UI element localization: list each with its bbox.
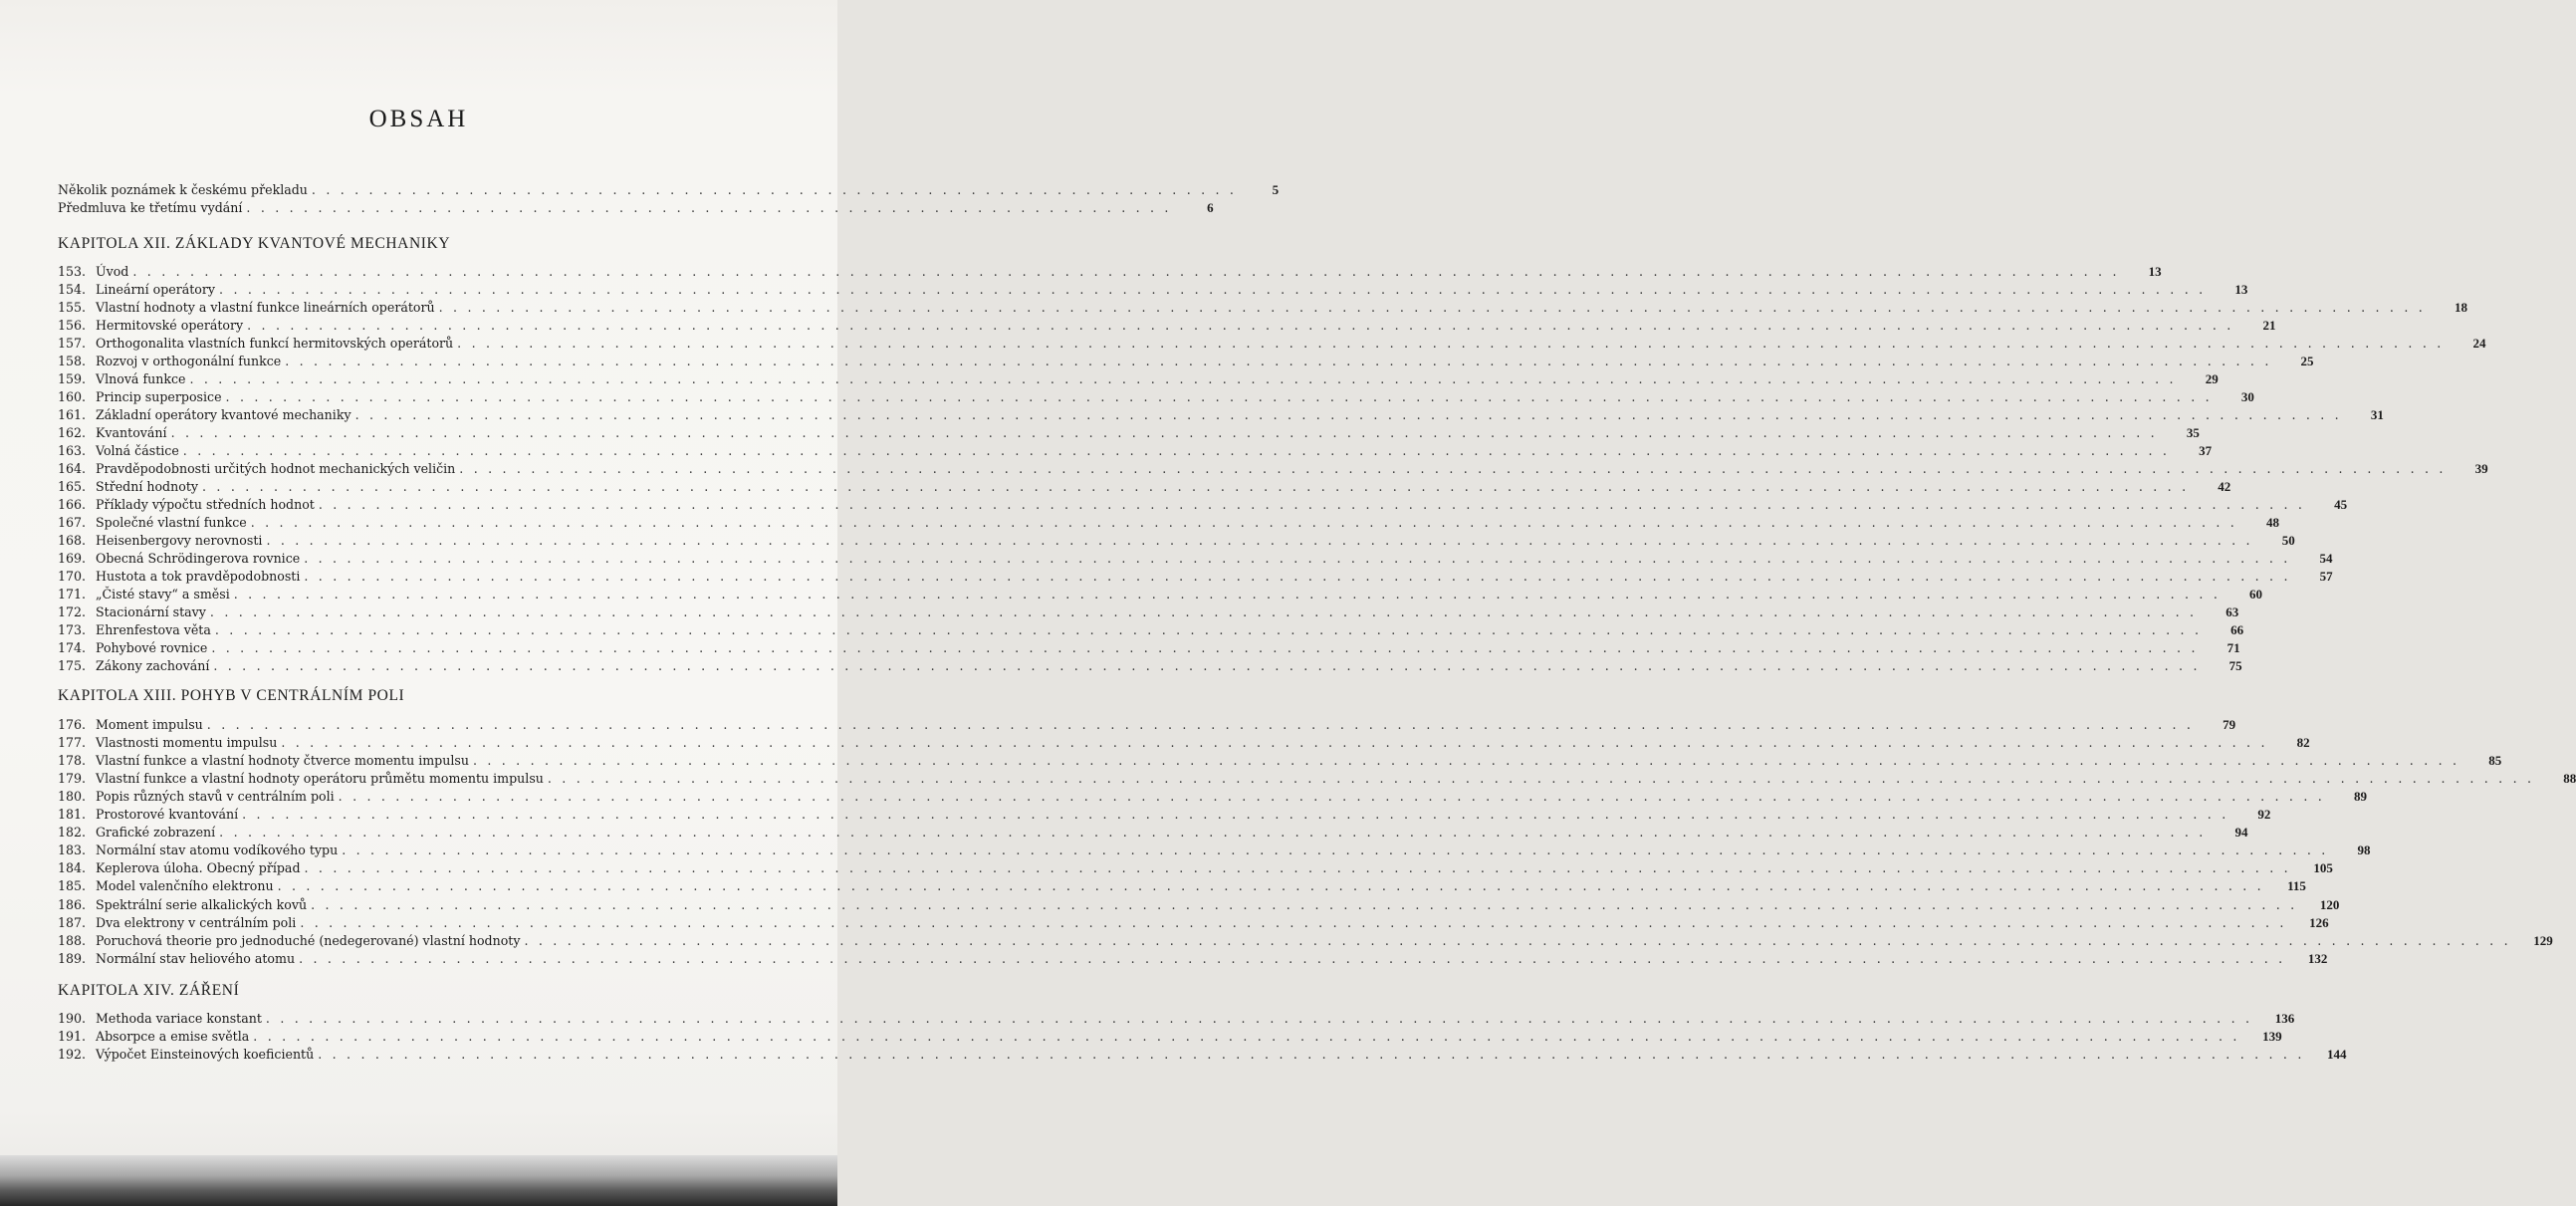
entry-title: Vlastnosti momentu impulsu: [96, 735, 278, 751]
entry-number: 179.: [58, 771, 87, 787]
dot-leader: . . . . . . . . . . . . . . . . . . . . . . . . . . . . . . . . . . . . . . . . . . . . . . . . . . . . . . . . . . . . . . . . . . . . . . . . . . . . . . . . . . . . . . . . . . . . . . . . . . . . . . . . . . . . . . . . . . . . . . . . . . . . . . . . . . . . . . . . . . .: [304, 551, 2291, 566]
entry-title: Dva elektrony v centrálním poli: [96, 914, 297, 930]
entry-number: 176.: [58, 717, 87, 732]
entry-page-number: 25: [2300, 354, 2314, 368]
toc-entry: [58, 299, 2467, 317]
entry-title: Rozvoj v orthogonální funkce: [96, 354, 282, 368]
entry-title: Několik poznámek k českému překladu: [58, 182, 308, 197]
entry-number: 188.: [58, 932, 87, 948]
entry-number: 186.: [58, 896, 87, 912]
entry-number: 158.: [58, 354, 87, 368]
dot-leader: . . . . . . . . . . . . . . . . . . . . . . . . . . . . . . . . . . . . . . . . . . . . . . . . . . . . . . . . . . . . . . . . . . . . . . . . . . . . . . . . . . . . . . . . . . . . . . . . . . . . . . . . . . . . . . . . . . . . . . . . . . . . . . . . . . . . . . . . . . .: [299, 950, 2286, 966]
entry-page-number: 136: [2274, 1011, 2295, 1026]
entry-number: 160.: [58, 389, 87, 404]
dot-leader: . . . . . . . . . . . . . . . . . . . . . . . . . . . . . . . . . . . . . . . . . . . . . . . . . . . . . . . . . . . . . . . . . . . . . . . . . . . . . . . . . . . . . . . . . . . . . . . . . . . . . . . . . . . . . . . . . . . . . . . . . . . . . . . . . . . . . . . . . . .: [253, 1029, 2240, 1044]
toc-entry: [58, 1046, 2347, 1064]
toc-entry: [58, 317, 2276, 335]
entry-page-number: 89: [2353, 789, 2367, 805]
entry-page-number: 39: [2474, 461, 2488, 476]
toc-entry: [58, 550, 2333, 568]
entry-page-number: 85: [2488, 753, 2502, 769]
entry-page-number: 24: [2472, 336, 2486, 351]
entry-number: 166.: [58, 497, 87, 512]
entry-number: 169.: [58, 551, 87, 566]
toc-entry: [58, 896, 2340, 914]
entry-title: Vlastní funkce a vlastní hodnoty čtverce momentu impulsu: [96, 753, 469, 769]
entry-page-number: 21: [2262, 318, 2276, 333]
entry-page-number: 120: [2319, 896, 2340, 912]
entry-title: Grafické zobrazení: [96, 825, 216, 841]
dot-leader: . . . . . . . . . . . . . . . . . . . . . . . . . . . . . . . . . . . . . . . . . . . . . . . . . . . . . . . . . . . . . . . . . . . . . . . . . . . . . . . . . . . . . . . . . . . . . . . . . . . . . . . . . . . . . . . . . . . . . . . . . . . . . . . . . . . . . . . . . . .: [318, 497, 2306, 512]
entry-page-number: 50: [2281, 533, 2295, 548]
dot-leader: . . . . . . . . . . . . . . . . . . . . . . . . . . . . . . . . . . . . . . . . . . . . . . . . . . . . . . . . . . . . . . . . . . . . . . . . . . . . . . . . . . . . . . . . . . . . . . . . . . . . . . . . . . . . . . . . . . . . . . . . . . . . . . . . . . . . . . . . . . .: [233, 587, 2222, 602]
entry-title: Vlastní funkce a vlastní hodnoty operátoru průmětu momentu impulsu: [96, 771, 544, 787]
entry-title: Keplerova úloha. Obecný případ: [96, 860, 301, 876]
entry-title: Model valenčního elektronu: [96, 878, 274, 894]
scan-edge-shadow: [0, 1155, 837, 1206]
toc-entry: [58, 199, 1214, 217]
dot-leader: . . . . . . . . . . . . . . . . . . . . . . . . . . . . . . . . . . . . . . . . . . . . . . . . . . . . . . . . . . . . . . . . . . . . . . . . . . . . . . . . . . . . . . . . . . . . . . . . . . . . . . . . . . . . . . . . . . . . . . . . . . . . . . . . . . . . . . . . . . .: [219, 282, 2207, 297]
toc-entry: [58, 716, 2236, 734]
dot-leader: . . . . . . . . . . . . . . . . . . . . . . . . . . . . . . . . . . . . . . . . . . . . . . . . . . . . . . . . . . . . . . . . . . . . . . . . . . . . . . . . . . . . . . . . . . . . . . . . . . . . . . . . . . . . . . . . . . . . . . . . . . . . . . . . . . . . . . . . . . .: [214, 622, 2203, 637]
entry-title: Absorpce a emise světla: [96, 1029, 250, 1044]
entry-page-number: 60: [2249, 587, 2263, 602]
entry-number: 165.: [58, 479, 87, 494]
entry-page-number: 92: [2257, 807, 2271, 823]
toc-entry: [58, 932, 2553, 950]
dot-leader: . . . . . . . . . . . . . . . . . . . . . . . . . . . . . . . . . . . . . . . . . . . . . . . . . . . . . . . . . . . . . . . . . . . . . . . . . . . . . . . . . . . . . . . . . . . . . . . . . . . . . . . . . . . . . . . . . . . . . . . . . . . . . . . . . . . . . . . . . . .: [281, 735, 2268, 751]
entry-page-number: 29: [2205, 371, 2219, 386]
entry-title: Ehrenfestova věta: [96, 622, 211, 637]
entry-title: Pravděpodobnosti určitých hodnot mechanických veličin: [96, 461, 456, 476]
entry-number: 180.: [58, 789, 87, 805]
toc-entry: [58, 370, 2219, 388]
entry-number: 177.: [58, 735, 87, 751]
toc-entry: [58, 424, 2200, 442]
entry-page-number: 82: [2296, 735, 2310, 751]
dot-leader: . . . . . . . . . . . . . . . . . . . . . . . . . . . . . . . . . . . . . . . . . . . . . . . . . . . . . . . . . . . . . . . . . . . . . . . . . . . . . . . . . . . . . . . . . . . . . . . . . . . . . . . . . . . . . . . . . . . . . . . . . . . . . . . . . . . . . . . . . . .: [211, 640, 2199, 655]
entry-page-number: 71: [2226, 640, 2240, 655]
dot-leader: . . . . . . . . . . . . . . . . . . . . . . . . . . . . . . . . . . . . . . . . . . . . . . . . . . . . . . . . . . . . . . . . . . . . . . . . . . . . . . . . . . . . . . . . . . . . . . . . . . . . . . . . . . . . . . . . . . . . . . . . . . . . . . . . . . . . . . . . . . .: [311, 896, 2298, 912]
entry-title: Předmluva ke třetímu vydání: [58, 200, 243, 215]
entry-page-number: 31: [2370, 407, 2384, 422]
entry-page-number: 66: [2230, 622, 2244, 637]
entry-number: 159.: [58, 371, 87, 386]
toc-entry: [58, 406, 2384, 424]
dot-leader: . . . . . . . . . . . . . . . . . . . . . . . . . . . . . . . . . . . . . . . . . . . . . . . . . . . . . . . . . . . . . . . . . . . . . . . . . . . . . . . . . . . . . . . . . . . . . . . . . . . . . . . . . . . . . . . . . . . . . . . . . . . . . . . . . . . . . . . . . . .: [170, 425, 2158, 440]
entry-number: 163.: [58, 443, 87, 458]
entry-title: Vlastní hodnoty a vlastní funkce lineárních operátorů: [96, 300, 435, 315]
entry-page-number: 45: [2334, 497, 2348, 512]
toc-entry: [58, 263, 2162, 281]
entry-page-number: 30: [2240, 389, 2254, 404]
entry-number: 182.: [58, 825, 87, 841]
entry-page-number: 129: [2533, 932, 2553, 948]
entry-number: 175.: [58, 658, 87, 673]
chapter-heading: KAPITOLA XIV. ZÁŘENÍ: [58, 982, 240, 999]
dot-leader: . . . . . . . . . . . . . . . . . . . . . . . . . . . . . . . . . . . . . . . . . . . . . . . . . . . . . . . . . . . . . . . . . . . . . . . . . . . . . . . . . . . . . . . . . . . . . . . . . . . . . . . . . . . . . . . . . . . . . . . . . . . . . . . . . . . . . . . . . . .: [189, 371, 2177, 386]
dot-leader: . . . . . . . . . . . . . . . . . . . . . . . . . . . . . . . . . . . . . . . . . . . . . . . . . . . . . . . . . . . . . . . . . . . . . . . . . . . . . . . . . . . . . . . . . . . . . . . . . . . . . . . . . . . . . . . . . . . . . . . . . . . . . . . . . . . . . . . . . . .: [285, 354, 2272, 368]
toc-entry: [58, 181, 1280, 199]
toc-entry: [58, 514, 2280, 532]
entry-title: Moment impulsu: [96, 717, 203, 732]
entry-title: Výpočet Einsteinových koeficientů: [96, 1047, 315, 1062]
dot-leader: . . . . . . . . . . . . . . . . . . . . . . . . . . . . . . . . . . . . . . . . . . . . . . . . . . . . . . . . . . . . . . . . . . . . . . . . . . . . . . . . . . . . . . . . . . . . . . . . . . . . . . . . . . . . . . . . . . . . . . . . . . . . . . . . . . . . . . . . . . .: [318, 1047, 2305, 1062]
dot-leader: . . . . . . . . . . . . . . . . . . . . . . . . . . . . . . . . . . . . . . . . . . . . . . . . . . . . . . . . . . . . . . . . . . . . . . . . . . . . . . . . . . . . . . . . . . . . . . . . . . . . . . . . . . . . . . . . . . . . . . . . . . . . . . . . . . . . . . . . . . .: [265, 1011, 2253, 1026]
entry-page-number: 48: [2266, 515, 2280, 530]
entry-title: Methoda variace konstant: [96, 1011, 262, 1026]
dot-leader: . . . . . . . . . . . . . . . . . . . . . . . . . . . . . . . . . . . . . . . . . . . . . . . . . . . . . . . . . . . . . . . . . . . . . . . . . . . . . . . . . . . . . . . . . . . . . . . . . . . . . . . . . . . . . . . . . . . . . . . . . . . . . . . . . . . . . . . . . . .: [242, 807, 2229, 823]
entry-number: 183.: [58, 843, 87, 858]
dot-leader: . . . . . . . . . . . . . . . . . . . . . . . . . . . . . . . . . . . . . . . . . . . . . . . . . . . . . . . . . . . . . . . . . . . . . . . . . . . . . . . . . . . . . . . . . . . . . . . . . . . . . . . . . . . . . . . . . . . . . . . . . . . . . . . . . . . . . . . . . . .: [213, 658, 2201, 673]
entry-number: 167.: [58, 515, 87, 530]
entry-number: 181.: [58, 807, 87, 823]
entry-number: 185.: [58, 878, 87, 894]
toc-entry: [58, 568, 2333, 586]
toc-entry: [58, 442, 2213, 460]
dot-leader: . . . . . . . . . . . . . . . . . . . . . . . . . . . . . . . . . . . . . . . . . . . . . . . . . . . . . . . . . . . . . . . . . . . . . . . . . . . . . . . . . . . . . . . . . . . . . . . . . . . . . . . . . . . . . . . . . . . . . . . . . . . . . . . . . . . . . . . . . . .: [547, 771, 2535, 787]
dot-leader: . . . . . . . . . . . . . . . . . . . . . . . . . . . . . . . . . . . . . . . . . . . . . . . . . . . . . . . . . . . . . . . . . . . . . . . . . . . . . . . . . . . . . . . . . . . . . . . . . . . . . . . . . . . . . . . . . . . . . . . . . . . . . . . . . . . . . . . . . . .: [225, 389, 2213, 404]
entry-number: 178.: [58, 753, 87, 769]
entry-number: 170.: [58, 569, 87, 584]
entry-page-number: 6: [1207, 200, 1214, 215]
toc-entry: [58, 788, 2367, 806]
entry-title: Hustota a tok pravděpodobnosti: [96, 569, 301, 584]
entry-number: 153.: [58, 264, 87, 279]
entry-page-number: 37: [2199, 443, 2213, 458]
toc-entry: [58, 842, 2371, 859]
entry-title: Pohybové rovnice: [96, 640, 208, 655]
dot-leader: . . . . . . . . . . . . . . . . . . . . . . . . . . . . . . . . . . . . . . . . . . . . . . . . . . . . . . . . . . . . . . . . . . . . . . . . . . . . . . . . . . . . . . . . . . . . . . . . . . . . . . . . . . . . . . . . . . . . . . . . . . . . . . . . . . . . . . . . . . .: [338, 789, 2325, 805]
dot-leader: . . . . . . . . . . . . . . . . . . . . . . . . . . . . . . . . . . . . . . . . . . . . . . . . . . . . . . . . . . . . . . . . . . . . . . . . . . . . . . . . . . . . . . . . . . . . . . . . . . . . . . . . . . . . . . . . . . . . . . . . . . . . . . . . . . . . . . . . . . .: [250, 515, 2238, 530]
entry-page-number: 88: [2563, 771, 2576, 787]
toc-entry: [58, 603, 2239, 621]
entry-title: Volná částice: [96, 443, 179, 458]
entry-page-number: 42: [2218, 479, 2231, 494]
entry-number: 191.: [58, 1029, 87, 1044]
toc-entry: [58, 806, 2271, 824]
entry-number: 171.: [58, 587, 87, 602]
chapter-heading: KAPITOLA XIII. POHYB V CENTRÁLNÍM POLI: [58, 687, 405, 704]
entry-title: Příklady výpočtu středních hodnot: [96, 497, 315, 512]
entry-title: Poruchová theorie pro jednoduché (nedegerované) vlastní hodnoty: [96, 932, 521, 948]
entry-title: Spektrální serie alkalických kovů: [96, 896, 308, 912]
entry-page-number: 132: [2307, 950, 2328, 966]
toc-entry: [58, 388, 2254, 406]
entry-page-number: 115: [2287, 878, 2306, 894]
entry-title: Heisenbergovy nerovnosti: [96, 533, 263, 548]
entry-title: Popis různých stavů v centrálním poli: [96, 789, 335, 805]
toc-entry: [58, 752, 2502, 770]
entry-number: 162.: [58, 425, 87, 440]
entry-title: Stacionární stavy: [96, 604, 206, 619]
dot-leader: . . . . . . . . . . . . . . . . . . . . . . . . . . . . . . . . . . . . . . . . . . . . . . . . . . . . . . . . . . . . . . . . . . . . . . . . . . . . . . . . . . . . . . . . . . . . . . . . . . . . . . . . . . . . . . . . . . . . . . . . . . . . . . . . . . . . . . . . . . .: [277, 878, 2264, 894]
entry-title: Střední hodnoty: [96, 479, 198, 494]
dot-leader: . . . . . . . . . . . . . . . . . . . . . . . . . . . . . . . . . . . . . . . . . . . . . . . . . . . . . . . . . . . . . . . . . . . . . . . . . . . . . . . . . . . . . . . . . . . . . . . . . . . . . . . . . . . . . . . . . . . . . . . . . . . . . . . . . . . . . . . . . . .: [304, 569, 2291, 584]
toc-entry: [58, 586, 2263, 603]
toc-entry: [58, 1010, 2295, 1028]
toc-entry: [58, 824, 2248, 842]
toc-entry: [58, 621, 2244, 639]
entry-title: Zákony zachování: [96, 658, 210, 673]
dot-leader: . . . . . . . . . . . . . . . . . . . . . . . . . . . . . . . . . . . . . . . . . . . . . . . . . . . . . . . . . . . . . . . . . . . . . . . . . . . . . . . . . . . . . . . . . . . . . . . . . . . . . . . . . . . . . . . . . . . . . . . . . . . . . . . . . . . . . . . . . . .: [342, 843, 2329, 858]
entry-page-number: 79: [2223, 717, 2236, 732]
entry-title: Společné vlastní funkce: [96, 515, 247, 530]
entry-page-number: 139: [2262, 1029, 2282, 1044]
toc-entry: [58, 532, 2295, 550]
toc-entry: [58, 478, 2231, 496]
entry-title: Prostorové kvantování: [96, 807, 239, 823]
dot-leader: . . . . . . . . . . . . . . . . . . . . . . . . . . . . . . . . . . . . . . . . . . . . . . . . . . . . . . . . . . . . . . . . . . . . . . . . . . . . . . . . . . . . . . . . . . . . . . . . . . . . . . . . . . . . . . . . . . . . . . . . . . . . . . . . . . . . . . . . . . .: [132, 264, 2120, 279]
chapter-heading: KAPITOLA XII. ZÁKLADY KVANTOVÉ MECHANIKY: [58, 235, 451, 252]
toc-entry: [58, 950, 2328, 968]
toc-entry: [58, 281, 2248, 299]
toc-entry: [58, 496, 2348, 514]
entry-page-number: 98: [2357, 843, 2371, 858]
entry-page-number: 63: [2225, 604, 2239, 619]
dot-leader: . . . . . . . . . . . . . . . . . . . . . . . . . . . . . . . . . . . . . . . . . . . . . . . . . . . . . . . . . . . . . . . . . . . . . . . . . . . . . . . . . . . . . . . . . . . . . . . . . . . . . . . . . . . . . . . . . . . . . . . . . . . . . . . . . . . . . . . . . . .: [182, 443, 2171, 458]
toc-entry: [58, 335, 2486, 353]
entry-number: 157.: [58, 336, 87, 351]
entry-number: 172.: [58, 604, 87, 619]
entry-page-number: 57: [2319, 569, 2333, 584]
dot-leader: . . . . . . . . . . . . . . . . . . . . . . . . . . . . . . . . . . . . . . . . . . . . . . . . . . . . . . . . . . . . . . . . .: [311, 182, 1238, 197]
entry-number: 173.: [58, 622, 87, 637]
toc-entry: [58, 914, 2329, 932]
entry-title: Kvantování: [96, 425, 167, 440]
dot-leader: . . . . . . . . . . . . . . . . . . . . . . . . . . . . . . . . . . . . . . . . . . . . . . . . . . . . . . . . . . . . . . . . . . . . . . . . . . . . . . . . . . . . . . . . . . . . . . . . . . . . . . . . . . . . . . . . . . . . . . . . . . . . . . . . . . . . . . . . . . .: [354, 407, 2342, 422]
entry-page-number: 105: [2313, 860, 2333, 876]
entry-page-number: 35: [2186, 425, 2200, 440]
dot-leader: . . . . . . . . . . . . . . . . . . . . . . . . . . . . . . . . . . . . . . . . . . . . . . . . . . . . . . . . . . . . . . . . . . . . . . . . . . . . . . . . . . . . . . . . . . . . . . . . . . . . . . . . . . . . . . . . . . . . . . . . . . . . . . . . . . . . . . . . . . .: [219, 825, 2207, 841]
entry-page-number: 13: [2234, 282, 2248, 297]
entry-title: Princip superposice: [96, 389, 222, 404]
entry-page-number: 94: [2234, 825, 2248, 841]
entry-number: 189.: [58, 950, 87, 966]
entry-number: 161.: [58, 407, 87, 422]
toc-entry: [58, 770, 2576, 788]
dot-leader: . . . . . . . . . . . . . . . . . . . . . . . . . . . . . . . . . . . . . . . . . . . . . . . . . . . . . . . . . . . . . . . . . . . . . . . . . . . . . . . . . . . . . . . . . . . . . . . . . . . . . . . . . . . . . . . . . . . . . . . . . . . . . . . . . . . . . . . . . . .: [206, 717, 2195, 732]
entry-number: 168.: [58, 533, 87, 548]
entry-number: 190.: [58, 1011, 87, 1026]
toc-entry: [58, 1028, 2282, 1046]
toc-entry: [58, 657, 2242, 675]
dot-leader: . . . . . . . . . . . . . . . . . . . . . . . . . . . . . . . . . . . . . . . . . . . . . . . . . . . . . . . . . . . . . . . . . . . . . . . . . . . . . . . . . . . . . . . . . . . . . . . . . . . . . . . . . . . . . . . . . . . . . . . . . . . . . . . . . . . . . . . . . . .: [209, 604, 2198, 619]
dot-leader: . . . . . . . . . . . . . . . . . . . . . . . . . . . . . . . . . . . . . . . . . . . . . . . . . . . . . . . . . . . . . . . . . . . . . . . . . . . . . . . . . . . . . . . . . . . . . . . . . . . . . . . . . . . . . . . . . . . . . . . . . . . . . . . . . . . . . . . . . . .: [247, 318, 2234, 333]
entry-number: 192.: [58, 1047, 87, 1062]
dot-leader: . . . . . . . . . . . . . . . . . . . . . . . . . . . . . . . . . . . . . . . . . . . . . . . . . . . . . . . . . . . . . . . . . . . . . . . . . . . . . . . . . . . . . . . . . . . . . . . . . . . . . . . . . . . . . . . . . . . . . . . . . . . . . . . . . . . . . . . . . . .: [459, 461, 2447, 476]
entry-page-number: 18: [2454, 300, 2467, 315]
entry-title: Normální stav heliového atomu: [96, 950, 296, 966]
entry-page-number: 54: [2319, 551, 2333, 566]
entry-title: Hermitovské operátory: [96, 318, 244, 333]
entry-title: Vlnová funkce: [96, 371, 186, 386]
toc-entry: [58, 460, 2488, 478]
entry-page-number: 13: [2148, 264, 2162, 279]
toc-entry: [58, 353, 2314, 370]
entry-page-number: 5: [1272, 182, 1280, 197]
dot-leader: . . . . . . . . . . . . . . . . . . . . . . . . . . . . . . . . . . . . . . . . . . . . . . . . . . . . . . . . . . . . . . . . . . . . . . . . . . . . . . . . . . . . . . . . . . . . . . . . . . . . . . . . . . . . . . . . . . . . . . . . . . . . . . . . . . . . . . . . . . .: [300, 914, 2287, 930]
entry-title: Normální stav atomu vodíkového typu: [96, 843, 339, 858]
entry-number: 174.: [58, 640, 87, 655]
entry-page-number: 126: [2309, 914, 2329, 930]
entry-title: Základní operátory kvantové mechaniky: [96, 407, 351, 422]
entry-number: 184.: [58, 860, 87, 876]
toc-entry: [58, 734, 2310, 752]
entry-title: „Čisté stavy“ a směsi: [96, 587, 230, 602]
entry-title: Lineární operátory: [96, 282, 216, 297]
dot-leader: . . . . . . . . . . . . . . . . . . . . . . . . . . . . . . . . . . . . . . . . . . . . . . . . . . . . . . . . . . . . . . . . . . . . . . . . . . . . . . . . . . . . . . . . . . . . . . . . . . . . . . . . . . . . . . . . . . . . . . . . . . . . . . . . . . . . . . . . . . .: [457, 336, 2445, 351]
entry-title: Úvod: [96, 264, 129, 279]
entry-number: 156.: [58, 318, 87, 333]
entry-page-number: 144: [2327, 1047, 2347, 1062]
dot-leader: . . . . . . . . . . . . . . . . . . . . . . . . . . . . . . . . . . . . . . . . . . . . . . . . . . . . . . . . . . . . . . . . . . . . . . . . . . . . . . . . . . . . . . . . . . . . . . . . . . . . . . . . . . . . . . . . . . . . . . . . . . . . . . . . . . . . . . . . . . .: [266, 533, 2253, 548]
page-title: OBSAH: [368, 106, 469, 132]
toc-entry: [58, 859, 2333, 877]
entry-page-number: 75: [2228, 658, 2242, 673]
dot-leader: . . . . . . . . . . . . . . . . . . . . . . . . . . . . . . . . . . . . . . . . . . . . . . . . . . . . . . . . . . . . . . . . . . . . . . . . . . . . . . . . . . . . . . . . . . . . . . . . . . . . . . . . . . . . . . . . . . . . . . . . . . . . . . . . . . . . . . . . . . .: [524, 932, 2511, 948]
dot-leader: . . . . . . . . . . . . . . . . . . . . . . . . . . . . . . . . . . . . . . . . . . . . . . . . . . . . . . . . . . . . . . . . .: [246, 200, 1172, 215]
dot-leader: . . . . . . . . . . . . . . . . . . . . . . . . . . . . . . . . . . . . . . . . . . . . . . . . . . . . . . . . . . . . . . . . . . . . . . . . . . . . . . . . . . . . . . . . . . . . . . . . . . . . . . . . . . . . . . . . . . . . . . . . . . . . . . . . . . . . . . . . . . .: [202, 479, 2190, 494]
dot-leader: . . . . . . . . . . . . . . . . . . . . . . . . . . . . . . . . . . . . . . . . . . . . . . . . . . . . . . . . . . . . . . . . . . . . . . . . . . . . . . . . . . . . . . . . . . . . . . . . . . . . . . . . . . . . . . . . . . . . . . . . . . . . . . . . . . . . . . . . . . .: [472, 753, 2460, 769]
dot-leader: . . . . . . . . . . . . . . . . . . . . . . . . . . . . . . . . . . . . . . . . . . . . . . . . . . . . . . . . . . . . . . . . . . . . . . . . . . . . . . . . . . . . . . . . . . . . . . . . . . . . . . . . . . . . . . . . . . . . . . . . . . . . . . . . . . . . . . . . . . .: [438, 300, 2426, 315]
dot-leader: . . . . . . . . . . . . . . . . . . . . . . . . . . . . . . . . . . . . . . . . . . . . . . . . . . . . . . . . . . . . . . . . . . . . . . . . . . . . . . . . . . . . . . . . . . . . . . . . . . . . . . . . . . . . . . . . . . . . . . . . . . . . . . . . . . . . . . . . . . .: [304, 860, 2291, 876]
entry-number: 155.: [58, 300, 87, 315]
entry-title: Orthogonalita vlastních funkcí hermitovských operátorů: [96, 336, 454, 351]
entry-title: Obecná Schrödingerova rovnice: [96, 551, 301, 566]
toc-entry: [58, 639, 2240, 657]
entry-number: 164.: [58, 461, 87, 476]
entry-number: 154.: [58, 282, 87, 297]
entry-number: 187.: [58, 914, 87, 930]
toc-entry: [58, 877, 2306, 895]
